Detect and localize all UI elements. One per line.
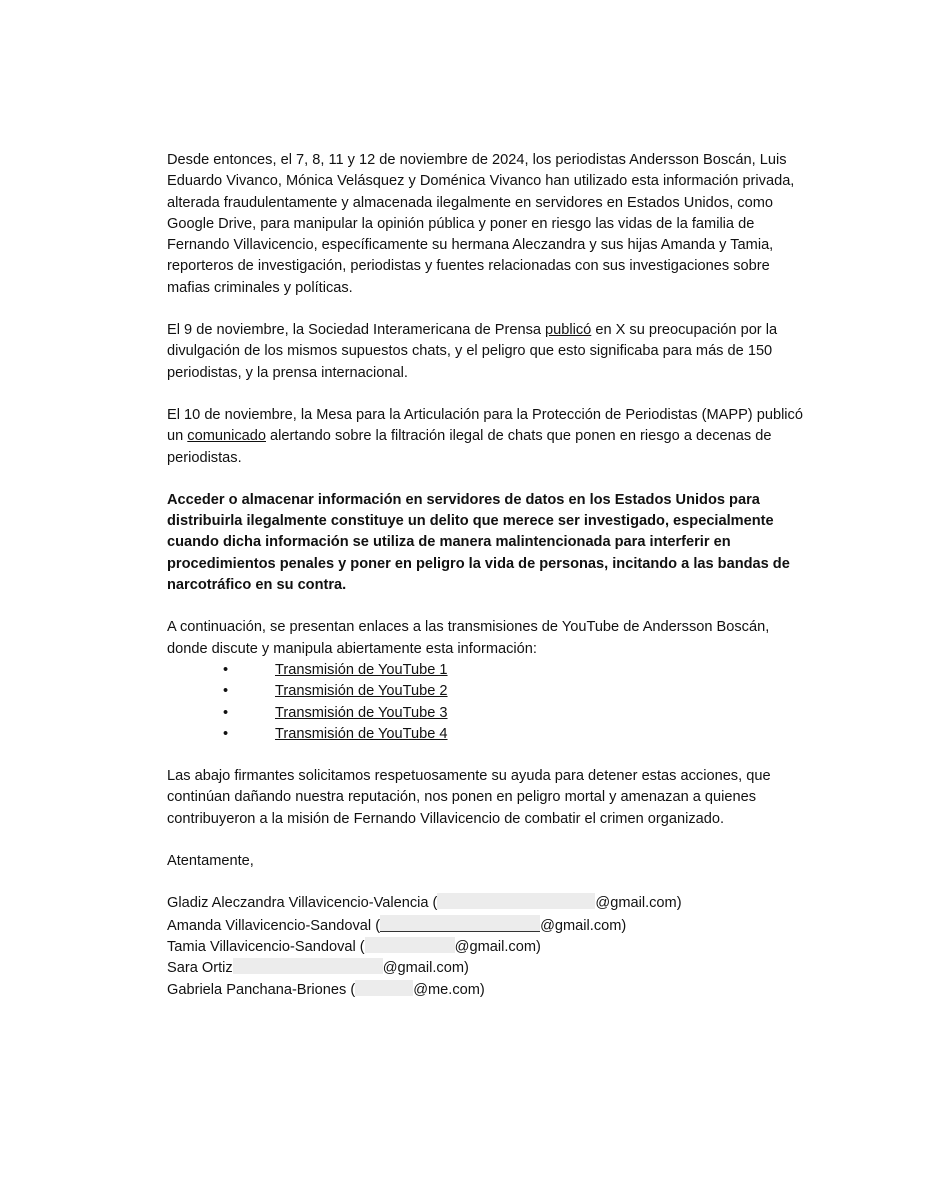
youtube-link-1[interactable]: Transmisión de YouTube 1 (275, 661, 448, 678)
signatory (167, 915, 807, 937)
signatory-name: Tamia Villavicencio-Sandoval ( (167, 938, 365, 955)
signatory-paren: ) (479, 981, 485, 998)
email-domain: @gmail.com (595, 895, 677, 912)
paragraph-context: Desde entonces, el 7, 8, 11 y 12 de noviembre de 2024, los periodistas Andersson Boscán, Luis Eduardo Vivanco, Mónica Velásquez y Doménica Vivanco han utilizado esta información privada, alterada fraudulentamente y almacenada ilegalmente en servidores en Estados Unidos, como Google Drive, para manipular la opinión pública y poner en riesgo las vidas de la familia de Fernando Villavicencio, específicamente su hermana Aleczandra y sus hijas Amanda y Tamia, reporteros de investigación, periodistas y fuentes relacionadas con sus investigaciones sobre mafias criminales y políticas. (167, 152, 795, 296)
email-domain: @gmail.com (540, 917, 622, 934)
list-item (167, 724, 807, 745)
signatory (167, 980, 807, 1001)
paragraph-mapp-text-b: alertando sobre la filtración ilegal de chats que ponen en riesgo a decenas de periodistas. (167, 428, 772, 466)
bullet-icon: • (223, 661, 229, 678)
paragraph-youtube-intro: A continuación, se presentan enlaces a las transmisiones de YouTube de Andersson Boscán, donde discute y manipula abiertamente esta información: (167, 619, 770, 657)
redacted-email (233, 958, 383, 974)
letter-body (167, 150, 807, 1001)
youtube-link-2[interactable]: Transmisión de YouTube 2 (275, 683, 448, 700)
redacted-email (380, 915, 540, 932)
paragraph-mapp (167, 405, 807, 469)
signatory-name: Gabriela Panchana-Briones ( (167, 981, 356, 998)
paragraph-request: Las abajo firmantes solicitamos respetuosamente su ayuda para detener estas acciones, que continúan dañando nuestra reputación, nos ponen en peligro mortal y amenazan a quienes contribuyeron a la misión de Fernando Villavicencio de combatir el crimen organizado. (167, 768, 771, 827)
redacted-email (355, 980, 413, 996)
youtube-link-4[interactable]: Transmisión de YouTube 4 (275, 725, 448, 742)
redacted-email (437, 893, 595, 909)
bullet-icon: • (223, 683, 229, 700)
email-domain: @me.com (413, 981, 480, 998)
youtube-links-list (167, 660, 807, 745)
email-domain: @gmail.com (382, 960, 465, 977)
signatory (167, 893, 807, 914)
signatory (167, 937, 807, 958)
link-publico[interactable]: publicó (545, 322, 592, 339)
signatory-paren: ) (676, 895, 682, 912)
signatory-name: Sara Ortiz (167, 960, 233, 977)
signatory-paren: ) (535, 938, 541, 955)
youtube-link-3[interactable]: Transmisión de YouTube 3 (275, 704, 448, 721)
list-item (167, 660, 807, 681)
bullet-icon: • (223, 704, 229, 721)
paragraph-legal-statement: Acceder o almacenar información en servidores de datos en los Estados Unidos para distribuirla ilegalmente constituye un delito que merece ser investigado, especialmente cuando dicha información se utiliza de manera malintencionada para interferir en procedimientos penales y poner en peligro la vida de personas, incitando a las bandas de narcotráfico en su contra. (167, 491, 790, 594)
redacted-email (365, 937, 455, 953)
signatures (167, 893, 807, 1000)
bullet-icon: • (223, 725, 229, 742)
paragraph-sip (167, 320, 807, 384)
signatory-paren: ) (621, 917, 627, 934)
paragraph-mapp-text-a: El 10 de noviembre, la Mesa para la Articulación para la Protección de Periodistas (MAPP) publicó un (167, 406, 803, 445)
list-item (167, 703, 807, 724)
signatory-name: Amanda Villavicencio-Sandoval ( (167, 917, 381, 934)
paragraph-sip-text-a: El 9 de noviembre, la Sociedad Interamericana de Prensa (167, 322, 546, 339)
list-item (167, 681, 807, 702)
signatory-paren: ) (464, 960, 469, 977)
signatory-name: Gladiz Aleczandra Villavicencio-Valencia ( (167, 895, 438, 912)
paragraph-sip-text-b: en X su preocupación por la divulgación de los mismos supuestos chats, y el peligro que esto significaba para más de 150 periodistas, y la prensa internacional. (167, 322, 778, 381)
link-comunicado[interactable]: comunicado (187, 428, 266, 445)
signatory (167, 958, 807, 979)
email-domain: @gmail.com (454, 938, 536, 955)
closing: Atentamente, (167, 853, 254, 870)
